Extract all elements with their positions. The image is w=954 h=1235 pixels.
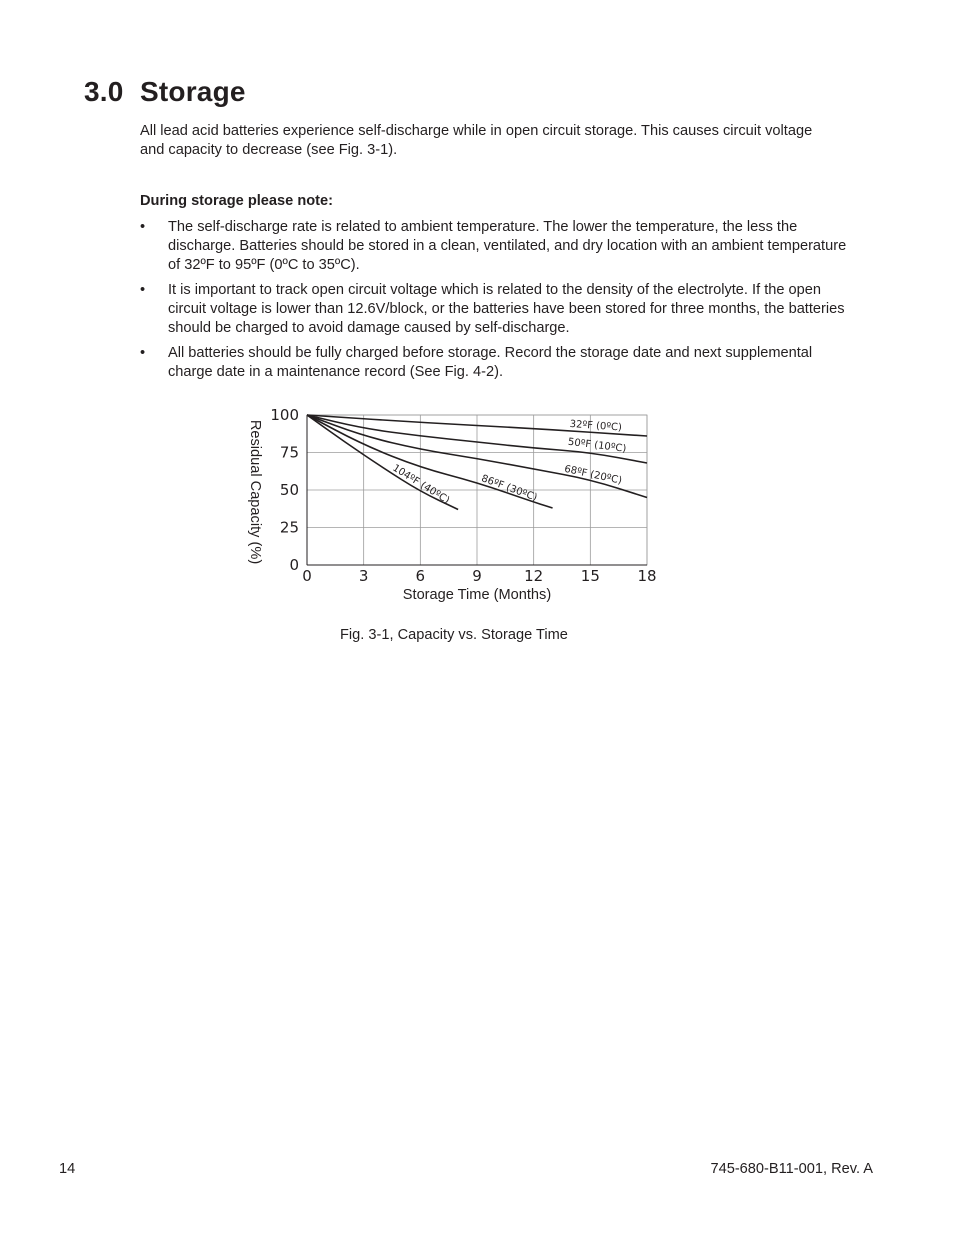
x-tick-label: 0 (302, 567, 312, 585)
series-label: 32ºF (0ºC) (569, 418, 623, 434)
capacity-chart (230, 400, 670, 610)
list-item (140, 281, 850, 338)
section-number: 3.0 (84, 76, 124, 107)
figure-caption: Fig. 3-1, Capacity vs. Storage Time (340, 627, 568, 643)
y-tick-label: 0 (289, 556, 299, 574)
series-label: 50ºF (10ºC) (567, 436, 627, 455)
x-tick-label: 3 (358, 567, 369, 585)
series-label: 104ºF (40ºC) (390, 462, 452, 507)
note-heading: During storage please note: (140, 193, 333, 209)
list-item-text: It is important to track open circuit voltage which is related to the density of the electrolyte. If the open circuit voltage is lower than 12.6V/block, or the batteries have been stored for three months, the batteries should be charged to avoid damage caused by self-discharge. (168, 282, 845, 336)
section-title-text: Storage (140, 76, 246, 107)
bullet-icon: • (140, 219, 146, 235)
page-number: 14 (59, 1161, 76, 1177)
y-tick-label: 25 (279, 518, 299, 537)
series-label: 86ºF (30ºC) (479, 473, 539, 504)
y-tick-label: 100 (270, 406, 299, 424)
intro-paragraph: All lead acid batteries experience self-discharge while in open circuit storage. This causes circuit voltage and capacity to decrease (see Fig. 3-1). (140, 123, 813, 158)
x-tick-label: 15 (580, 567, 600, 585)
list-item (140, 344, 850, 382)
x-tick-label: 9 (472, 567, 482, 585)
document-id: 745-680-B11-001, Rev. A (710, 1161, 873, 1177)
y-tick-label: 75 (279, 443, 299, 462)
chart-grid (307, 415, 647, 565)
x-axis-label: Storage Time (Months) (402, 587, 552, 603)
x-tick-label: 12 (524, 567, 544, 585)
list-item (140, 218, 850, 275)
section-title (84, 76, 246, 108)
y-tick-label: 50 (279, 481, 299, 499)
series-label: 68ºF (20ºC) (563, 463, 623, 487)
list-item-text: All batteries should be fully charged before storage. Record the storage date and next supplemental charge date in a maintenance record (See Fig. 4-2). (168, 345, 813, 380)
x-tick-label: 6 (415, 567, 426, 585)
list-item-text: The self-discharge rate is related to ambient temperature. The lower the temperature, the less the discharge. Batteries should be stored in a clean, ventilated, and dry location with an ambient temperature of 32ºF to 95ºF (0ºC to 35ºC). (168, 219, 847, 273)
bullet-icon: • (140, 345, 146, 361)
bullet-icon: • (140, 282, 146, 298)
x-tick-label: 18 (637, 567, 657, 585)
storage-notes-list (140, 218, 850, 388)
y-axis-label: Residual Capacity (%) (247, 419, 263, 565)
